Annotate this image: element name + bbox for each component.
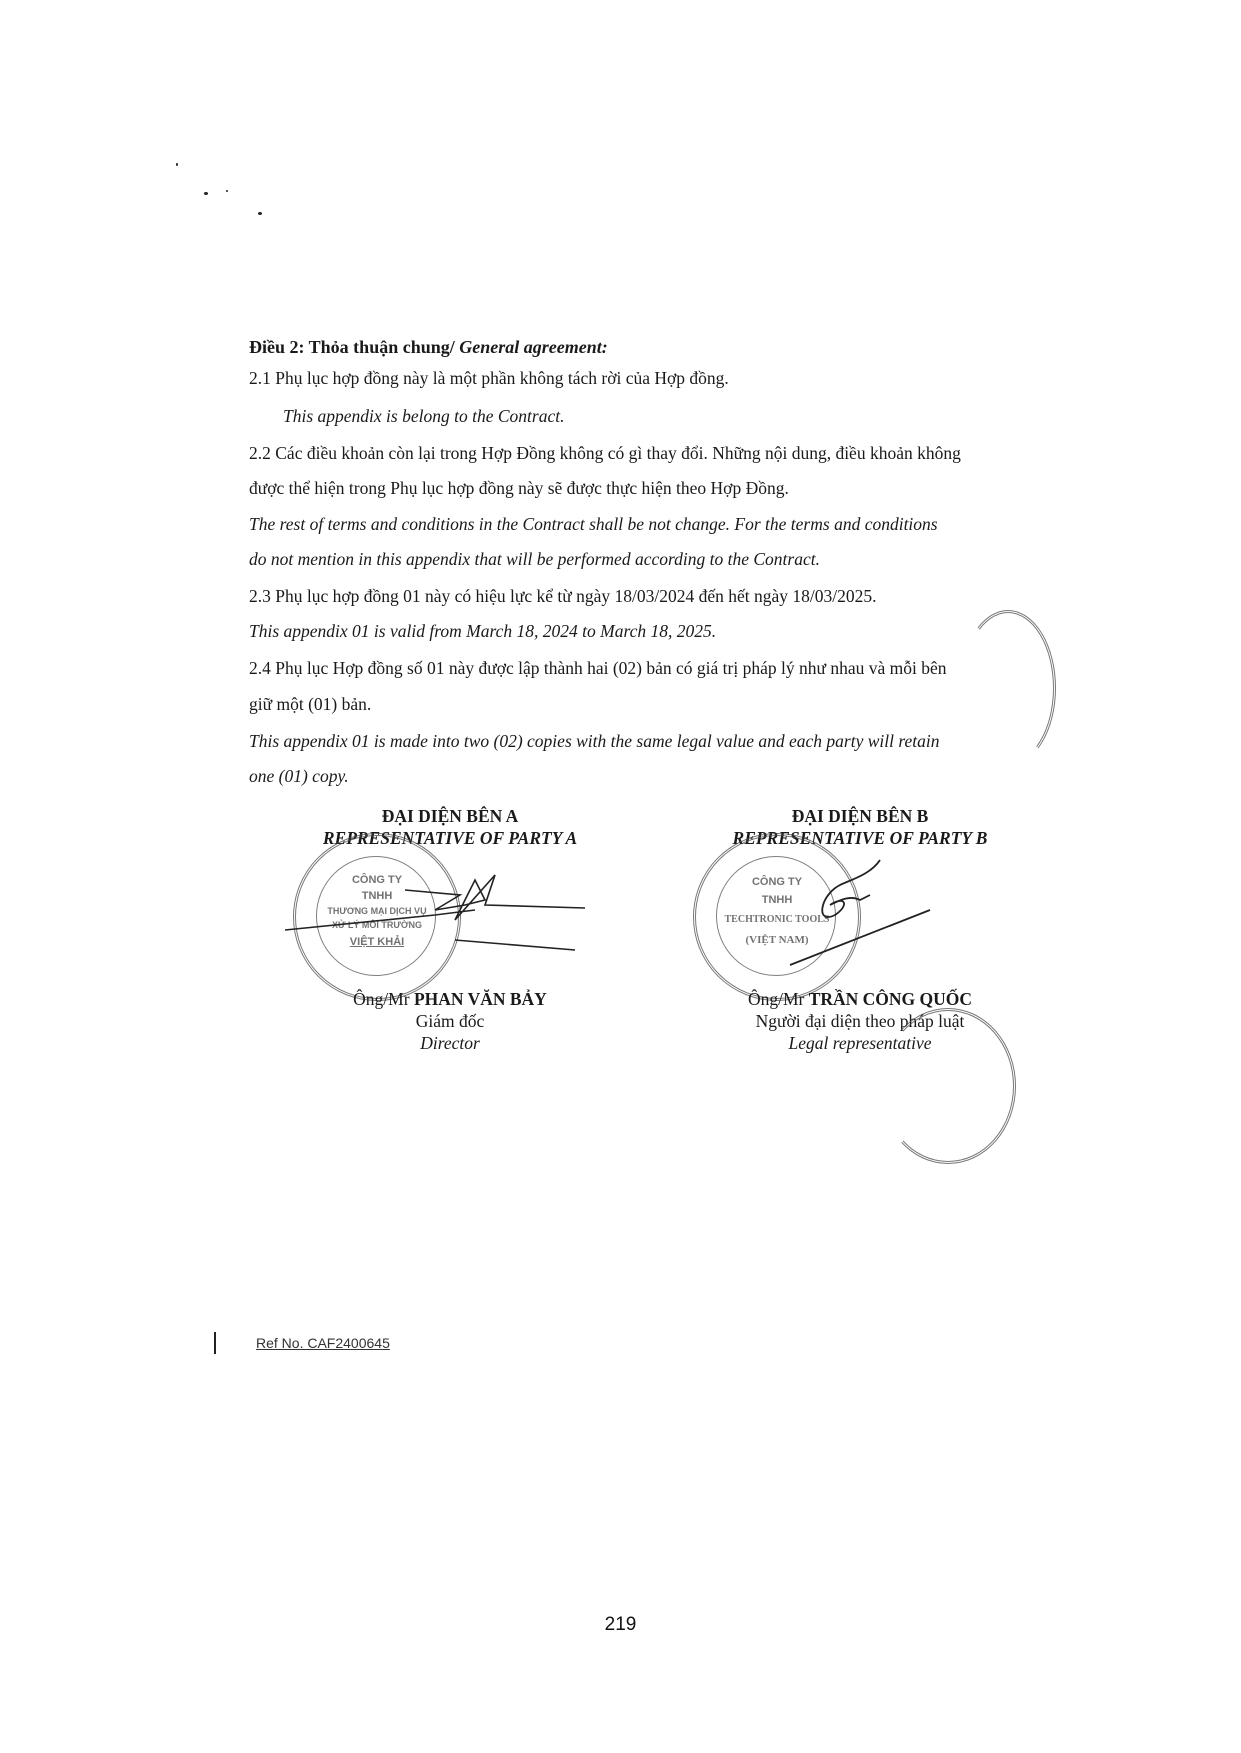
party-b-title-en: REPRESENTATIVE OF PARTY B xyxy=(732,828,988,848)
partial-stamp-party-b-overlap xyxy=(880,1008,1016,1164)
party-a-title-en: REPRESENTATIVE OF PARTY A xyxy=(322,828,578,848)
article-heading-vi: Điều 2: Thỏa thuận chung/ xyxy=(249,337,455,357)
party-b-name-prefix: Ông/Mr xyxy=(747,989,809,1009)
stamp-party-b-line3: TECHTRONIC TOOLS xyxy=(724,914,830,925)
stamp-party-b-line4: (VIỆT NAM) xyxy=(745,934,809,946)
party-b-name-line xyxy=(690,988,1030,1010)
clause-2-4-en-1: This appendix 01 is made into two (02) copies with the same legal value and each party will retain xyxy=(249,731,940,751)
clause-2-2-en-2: do not mention in this appendix that will be performed according to the Contract. xyxy=(249,549,820,569)
scan-speck xyxy=(226,190,228,192)
clause-2-1-en: This appendix is belong to the Contract. xyxy=(283,406,565,426)
margin-bar xyxy=(214,1332,216,1354)
clause-2-4-vi-1: 2.4 Phụ lục Hợp đồng số 01 này được lập thành hai (02) bản có giá trị pháp lý như nhau và mỗi bên xyxy=(249,658,947,678)
clause-2-2-en-1: The rest of terms and conditions in the Contract shall be not change. For the terms and conditions xyxy=(249,514,938,534)
party-b-position-en: Legal representative xyxy=(788,1033,932,1053)
party-a-position-en: Director xyxy=(420,1033,480,1053)
reference-number: Ref No. CAF2400645 xyxy=(256,1335,390,1351)
scan-speck xyxy=(204,192,208,195)
clause-2-3-vi: 2.3 Phụ lục hợp đồng 01 này có hiệu lực kể từ ngày 18/03/2024 đến hết ngày 18/03/2025. xyxy=(249,586,877,606)
party-a-title-vi: ĐẠI DIỆN BÊN A xyxy=(381,806,519,826)
signer-party-a xyxy=(280,988,620,1054)
stamp-party-a-line3: THƯƠNG MẠI DỊCH VỤ xyxy=(327,906,427,916)
party-a-position-vi: Giám đốc xyxy=(415,1011,485,1031)
stamp-party-b-line2: TNHH xyxy=(761,894,793,906)
party-b-position-vi: Người đại diện theo pháp luật xyxy=(755,1011,965,1031)
article-heading xyxy=(249,337,608,358)
page-number: 219 xyxy=(604,1614,637,1635)
party-a-name: PHAN VĂN BẢY xyxy=(413,989,547,1009)
signature-block-party-a xyxy=(280,805,620,849)
clause-2-3-en: This appendix 01 is valid from March 18, 2024 to March 18, 2025. xyxy=(249,621,717,641)
clause-2-2-vi-2: được thể hiện trong Phụ lục hợp đồng này sẽ được thực hiện theo Hợp Đồng. xyxy=(249,478,789,498)
clause-2-4-vi-2: giữ một (01) bản. xyxy=(249,694,372,714)
partial-stamp-right-margin xyxy=(960,610,1056,766)
signature-party-b xyxy=(760,855,960,975)
stamp-party-a-line2: TNHH xyxy=(361,890,393,902)
clause-2-2-vi-1: 2.2 Các điều khoản còn lại trong Hợp Đồng không có gì thay đổi. Những nội dung, điều khoản không xyxy=(249,443,961,463)
party-b-name: TRẦN CÔNG QUỐC xyxy=(808,989,973,1009)
scan-speck xyxy=(176,163,178,166)
clause-2-4-en-2: one (01) copy. xyxy=(249,766,349,786)
party-b-title-vi: ĐẠI DIỆN BÊN B xyxy=(791,806,929,826)
scan-speck xyxy=(258,212,262,215)
stamp-party-b-line1: CÔNG TY xyxy=(751,876,803,888)
signature-party-a xyxy=(285,870,595,990)
party-a-name-prefix: Ông/Mr xyxy=(353,989,414,1009)
stamp-party-a-line5: VIỆT KHẢI xyxy=(349,936,405,948)
clause-2-1-vi: 2.1 Phụ lục hợp đồng này là một phần không tách rời của Hợp đồng. xyxy=(249,368,729,388)
party-a-name-line xyxy=(280,988,620,1010)
stamp-party-a-line1: CÔNG TY xyxy=(351,874,403,886)
stamp-party-a-line4: XỬ LÝ MÔI TRƯỜNG xyxy=(331,920,423,930)
article-heading-en: General agreement: xyxy=(454,337,608,357)
